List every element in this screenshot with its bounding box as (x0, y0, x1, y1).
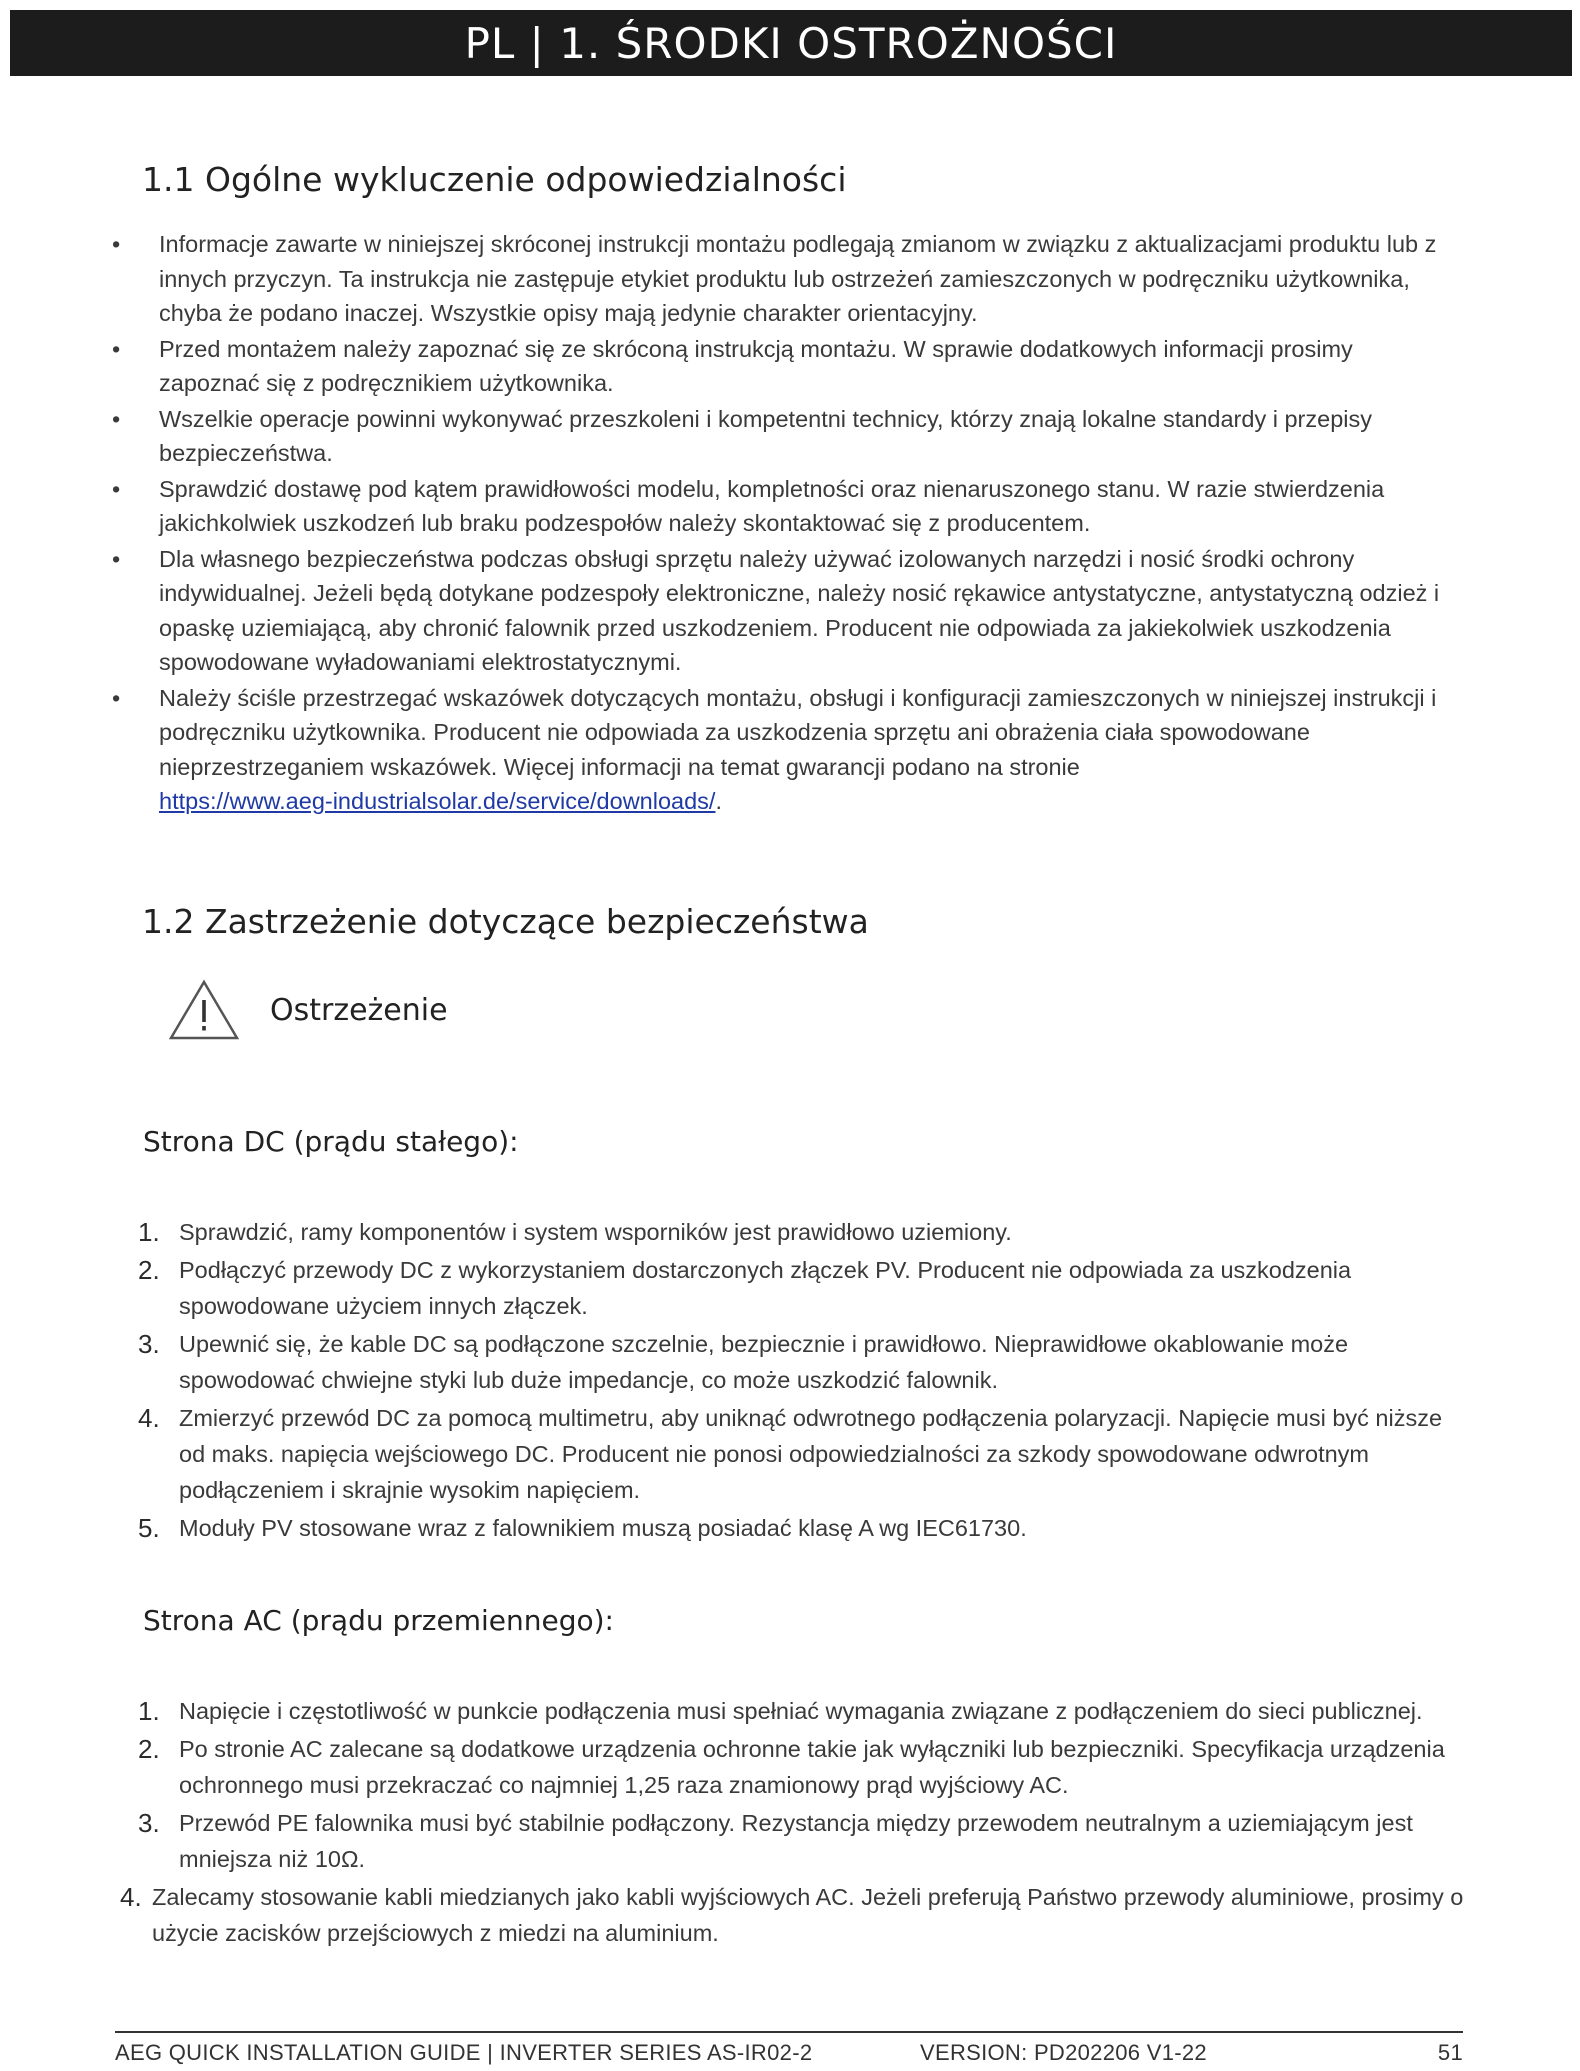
footer-version: VERSION: PD202206 V1-22 (920, 2040, 1207, 2065)
list-item: 3. Upewnić się, że kable DC są podłączone szczelnie, bezpiecznie i prawidłowo. Nieprawidłowe okablowanie może spowodować chwiejne styki lub duże impedancje, co może uszkodzić falownik. (138, 1329, 1349, 1393)
list-item: 1. Sprawdzić, ramy komponentów i system wsporników jest prawidłowo uziemiony. (138, 1217, 1012, 1247)
dc-requirements-list (134, 1214, 1474, 1548)
list-item: • Sprawdzić dostawę pod kątem prawidłowości modelu, kompletności oraz nienaruszonego stanu. W razie stwierdzenia jakichkolwiek uszkodzeń lub braku podzespołów należy skontaktować się z producentem. (112, 472, 1452, 541)
list-item: 4. Zmierzyć przewód DC za pomocą multimetru, aby uniknąć odwrotnego podłączenia polaryzacji. Napięcie musi być niższe od maks. napięcia wejściowego DC. Producent nie ponosi odpowiedzialności za szkody spowodowane odwrotnym podłączeniem i skrajnie wysokim napięciem. (138, 1403, 1443, 1503)
page-header-bar (10, 10, 1572, 76)
footer-divider (115, 2031, 1463, 2033)
section-1-1-heading: 1.1 Ogólne wykluczenie odpowiedzialności (142, 160, 847, 199)
footer-guide-title: AEG QUICK INSTALLATION GUIDE | INVERTER SERIES AS-IR02-2 (115, 2040, 813, 2065)
list-item: 1. Napięcie i częstotliwość w punkcie podłączenia musi spełniać wymagania związane z podłączeniem do sieci publicznej. (138, 1696, 1423, 1726)
list-item: 5. Moduły PV stosowane wraz z falownikiem muszą posiadać klasę A wg IEC61730. (138, 1513, 1027, 1543)
footer-page-number: 51 (1437, 2040, 1463, 2065)
warning-block (168, 978, 448, 1042)
list-item: 4. Zalecamy stosowanie kabli miedzianych jako kabli wyjściowych AC. Jeżeli preferują Państwo przewody aluminiowe, prosimy o użycie zacisków przejściowych z miedzi na aluminium. (120, 1882, 1464, 1946)
list-item: • Informacje zawarte w niniejszej skróconej instrukcji montażu podlegają zmianom w związku z aktualizacjami produktu lub z innych przyczyn. Ta instrukcja nie zastępuje etykiet produktu lub ostrzeżeń zamieszczonych w podręczniku użytkownika, chyba że podano inaczej. Wszystkie opisy mają jedynie charakter orientacyjny. (112, 227, 1452, 331)
warning-triangle-icon (168, 978, 240, 1042)
warning-label: Ostrzeżenie (270, 992, 448, 1028)
disclaimer-bullet-list (112, 227, 1452, 820)
warranty-downloads-link[interactable]: https://www.aeg-industrialsolar.de/service/downloads/ (159, 788, 716, 814)
list-item: 2. Podłączyć przewody DC z wykorzystaniem dostarczonych złączek PV. Producent nie odpowiada za uszkodzenia spowodowane użyciem innych złączek. (138, 1255, 1352, 1319)
list-item: • Należy ściśle przestrzegać wskazówek dotyczących montażu, obsługi i konfiguracji zamieszczonych w niniejszej instrukcji i podręczniku użytkownika. Producent nie odpowiada za uszkodzenia sprzętu ani obrażenia ciała spowodowane nieprzestrzeganiem wskazówek. Więcej informacji na temat gwarancji podano na stronie https://www.aeg-industrialsolar.de/service/downloads/. (112, 681, 1452, 819)
list-item: • Wszelkie operacje powinni wykonywać przeszkoleni i kompetentni technicy, którzy znają lokalne standardy i przepisy bezpieczeństwa. (112, 402, 1452, 471)
ac-side-heading: Strona AC (prądu przemiennego): (143, 1604, 614, 1637)
section-1-2-heading: 1.2 Zastrzeżenie dotyczące bezpieczeństwa (142, 902, 869, 941)
page-header-title: PL | 1. ŚRODKI OSTROŻNOŚCI (464, 18, 1118, 68)
list-item: • Przed montażem należy zapoznać się ze skróconą instrukcją montażu. W sprawie dodatkowych informacji prosimy zapoznać się z podręcznikiem użytkownika. (112, 332, 1452, 401)
list-item: 2. Po stronie AC zalecane są dodatkowe urządzenia ochronne takie jak wyłączniki lub bezpieczniki. Specyfikacja urządzenia ochronnego musi przekraczać co najmniej 1,25 raza znamionowy prąd wyjściowy AC. (138, 1734, 1445, 1798)
dc-side-heading: Strona DC (prądu stałego): (143, 1125, 519, 1158)
list-item: • Dla własnego bezpieczeństwa podczas obsługi sprzętu należy używać izolowanych narzędzi i nosić środki ochrony indywidualnej. Jeżeli będą dotykane podzespoły elektroniczne, należy nosić rękawice antystatyczne, antystatyczną odzież i opaskę uziemiającą, aby chronić falownik przed uszkodzeniem. Producent nie odpowiada za jakiekolwiek uszkodzenia spowodowane wyładowaniami elektrostatycznymi. (112, 542, 1452, 680)
ac-requirements-list (120, 1693, 1474, 1953)
list-item: 3. Przewód PE falownika musi być stabilnie podłączony. Rezystancja między przewodem neutralnym a uziemiającym jest mniejsza niż 10Ω. (138, 1808, 1413, 1872)
